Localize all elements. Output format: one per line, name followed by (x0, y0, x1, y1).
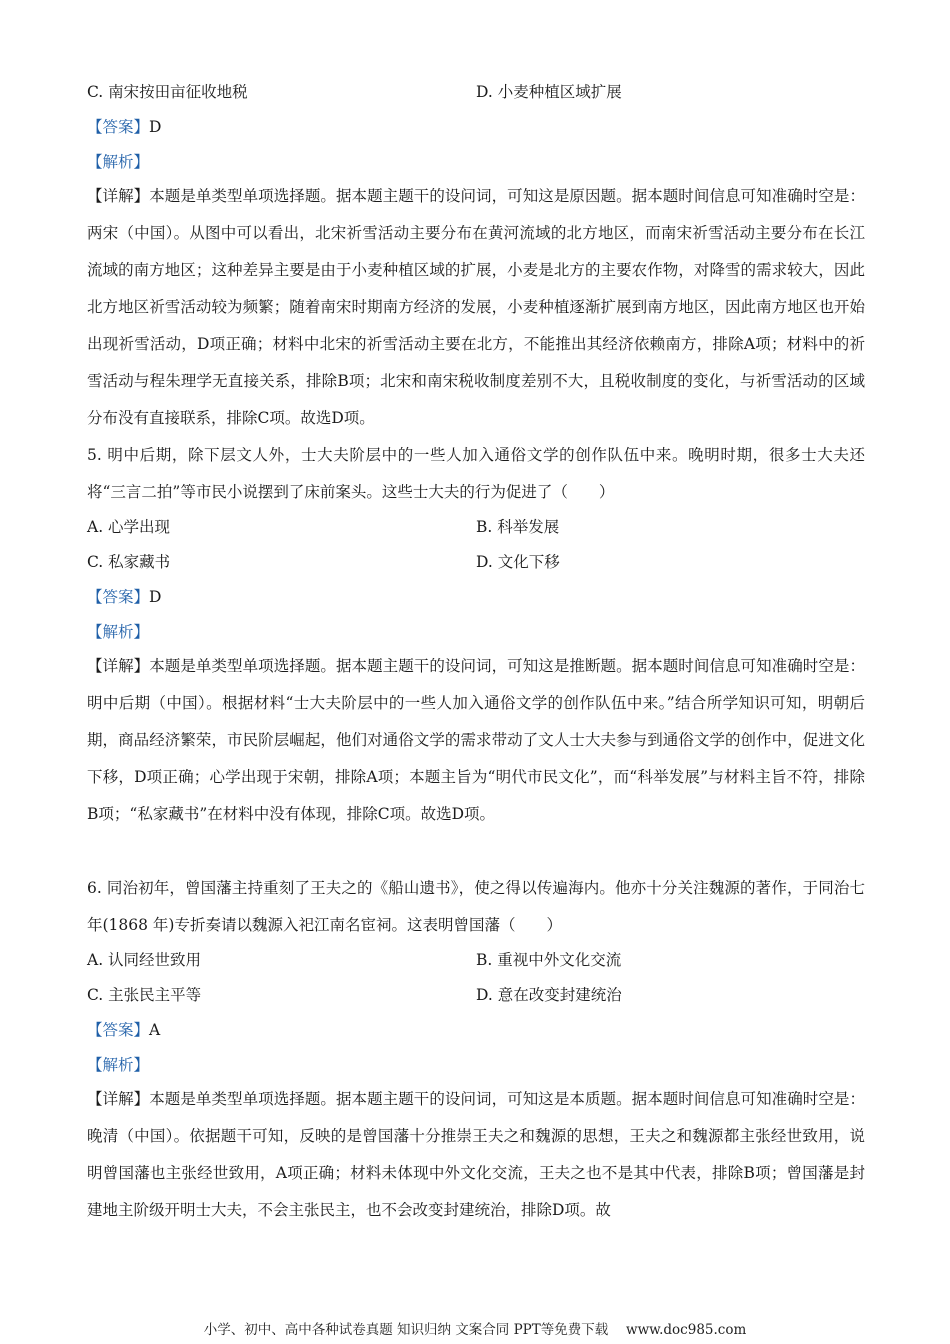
detail-text: 本题是单类型单项选择题。据本题主题干的设问词，可知这是原因题。据本题时间信息可知准确时空是：两宋（中国）。从图中可以看出，北宋祈雪活动主要分布在黄河流域的北方地区，而南宋祈雪活动主要分布在长江流域的南方地区；这种差异主要是由于小麦种植区域的扩展，小麦是北方的主要农作物，对降雪的需求较大，因此北方地区祈雪活动较为频繁；随着南宋时期南方经济的发展，小麦种植逐渐扩展到南方地区，因此南方地区也开始出现祈雪活动，D项正确；材料中北宋的祈雪活动主要在北方，不能推出其经济依赖南方，排除A项；材料中的祈雪活动与程朱理学无直接关系，排除B项；北宋和南宋税收制度差别不大，且税收制度的变化，与祈雪活动的区域分布没有直接联系，排除C项。故选D项。 (87, 187, 865, 427)
q4-option-d: D. 小麦种植区域扩展 (476, 83, 622, 101)
answer-label: 【答案】 (87, 1021, 150, 1039)
q5-option-d: D. 文化下移 (476, 553, 560, 571)
q4-answer (87, 117, 161, 137)
q5-option-b: B. 科举发展 (476, 518, 560, 536)
q5-analysis-label: 【解析】 (87, 623, 150, 641)
detail-label: 【详解】 (87, 1090, 150, 1108)
q4-analysis-label: 【解析】 (87, 153, 150, 171)
q4-option-c: C. 南宋按田亩征收地税 (87, 83, 248, 101)
answer-value: D (149, 118, 162, 136)
q6-option-b: B. 重视中外文化交流 (476, 951, 622, 969)
q6-option-a: A. 认同经世致用 (87, 951, 202, 969)
q6-stem: 6. 同治初年，曾国藩主持重刻了王夫之的《船山遗书》，使之得以传遍海内。他亦十分关注魏源的著作，于同治七年(1868 年)专折奏请以魏源入祀江南名宦祠。这表明曾国藩（ ） (87, 879, 865, 934)
q5-stem: 5. 明中后期，除下层文人外，士大夫阶层中的一些人加入通俗文学的创作队伍中来。晚明时期，很多士大夫还将“三言二拍”等市民小说摆到了床前案头。这些士大夫的行为促进了（ ） (87, 446, 865, 501)
detail-text: 本题是单类型单项选择题。据本题主题干的设问词，可知这是推断题。据本题时间信息可知准确时空是：明中后期（中国）。根据材料“士大夫阶层中的一些人加入通俗文学的创作队伍中来。”结合所学知识可知，明朝后期，商品经济繁荣，市民阶层崛起，他们对通俗文学的需求带动了文人士大夫参与到通俗文学的创作中，促进文化下移，D项正确；心学出现于宋朝，排除A项；本题主旨为“明代市民文化”，而“科举发展”与材料主旨不符，排除B项；“私家藏书”在材料中没有体现，排除C项。故选D项。 (87, 657, 865, 823)
answer-label: 【答案】 (87, 588, 150, 606)
q5-option-a: A. 心学出现 (87, 518, 171, 536)
q6-analysis-label: 【解析】 (87, 1056, 150, 1074)
detail-label: 【详解】 (87, 187, 150, 205)
detail-label: 【详解】 (87, 657, 150, 675)
q6-option-c: C. 主张民主平等 (87, 986, 202, 1004)
answer-label: 【答案】 (87, 118, 150, 136)
q6-detail (87, 1081, 865, 1229)
q5-option-c: C. 私家藏书 (87, 553, 171, 571)
page-footer: 小学、初中、高中各种试卷真题 知识归纳 文案合同 PPT等免费下载 www.doc985.com (203, 1322, 747, 1338)
q6-option-d: D. 意在改变封建统治 (476, 986, 622, 1004)
q5-answer (87, 587, 161, 607)
q4-detail (87, 178, 865, 437)
answer-value: A (149, 1021, 161, 1039)
answer-value: D (149, 588, 162, 606)
q5-detail (87, 648, 865, 833)
detail-text: 本题是单类型单项选择题。据本题主题干的设问词，可知这是本质题。据本题时间信息可知准确时空是：晚清（中国）。依据题干可知，反映的是曾国藩十分推崇王夫之和魏源的思想，王夫之和魏源都主张经世致用，说明曾国藩也主张经世致用，A项正确；材料未体现中外文化交流，王夫之也不是其中代表，排除B项；曾国藩是封建地主阶级开明士大夫，不会主张民主，也不会改变封建统治，排除D项。故 (87, 1090, 865, 1219)
q6-answer (87, 1020, 160, 1040)
